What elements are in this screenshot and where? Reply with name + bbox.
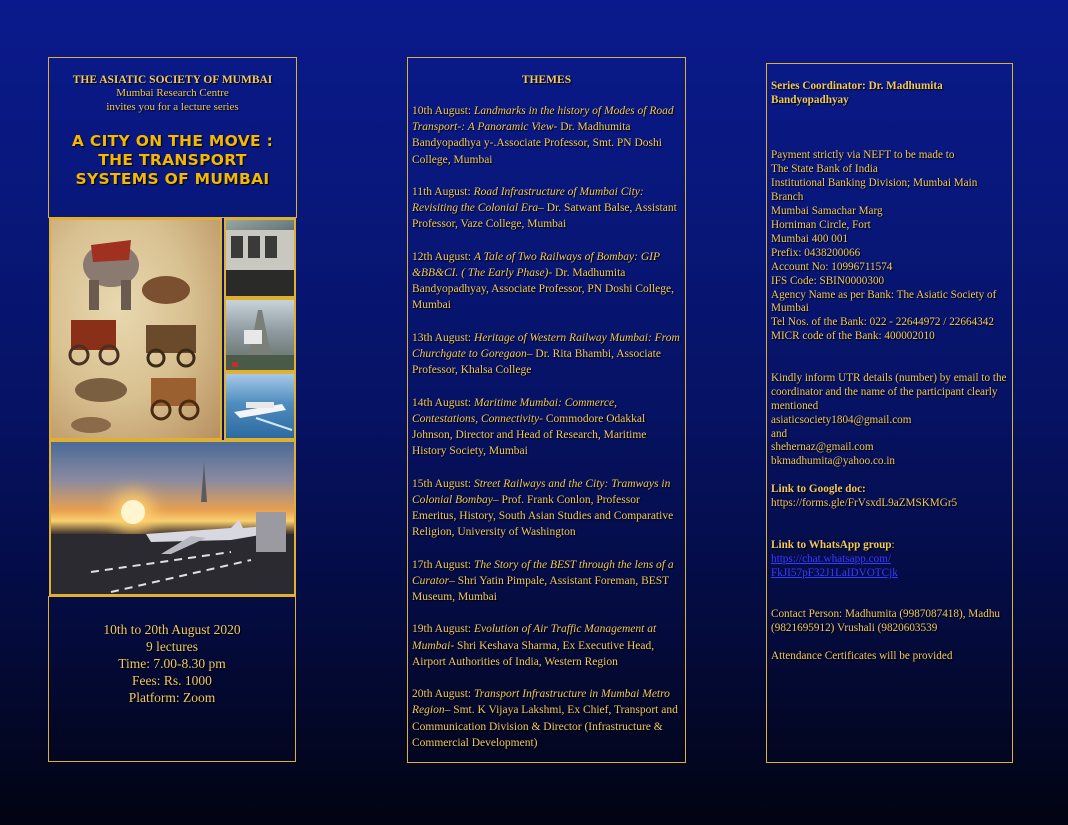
payment-line: Prefix: 0438200066 [771, 246, 861, 259]
google-doc-label: Link to Google doc: [771, 483, 866, 496]
theme-title: Heritage of Western Railway Mumbai: From Churchgate to Goregaon [412, 331, 680, 360]
theme-item [412, 621, 681, 670]
theme-speaker: – Dr. Rita Bhambi, Associate Professor, Khalsa College [412, 348, 661, 377]
metro-illustration [226, 300, 294, 370]
payment-line: Institutional Banking Division; Mumbai Main Branch [771, 177, 978, 204]
series-title-line-1: A CITY ON THE MOVE : [71, 132, 274, 150]
theme-speaker: – Smt. K Vijaya Lakshmi, Ex Chief, Transport and Communication Division & Director (Infrastructure & Commercial Development) [412, 704, 678, 749]
payment-line: Mumbai Samachar Marg [771, 205, 883, 218]
and-text: and [771, 427, 788, 440]
event-details-box [48, 596, 296, 762]
theme-item [412, 395, 681, 460]
payment-line: The State Bank of India [771, 163, 878, 176]
theme-speaker: – Shri Yatin Pimpale, Assistant Foreman, BEST Museum, Mumbai [412, 574, 669, 603]
theme-title: Road Infrastructure of Mumbai City: Revisiting the Colonial Era [412, 186, 644, 215]
theme-date: 13th August: [412, 331, 474, 344]
suburban-train-image [224, 218, 296, 298]
theme-speaker: – Dr. Satwant Balse, Assistant Professor, Vaze College, Mumbai [412, 202, 677, 231]
collage-illustration [51, 220, 220, 438]
series-title-line-3: SYSTEMS OF MUMBAI [75, 170, 270, 188]
airport-sunset-image [49, 440, 296, 596]
theme-item [412, 249, 681, 314]
payment-line: Horniman Circle, Fort [771, 219, 871, 232]
utr-instructions: Kindly inform UTR details (number) by email to the coordinator and the name of the participant clearly mentioned [771, 371, 1007, 412]
payment-line: Tel Nos. of the Bank: 022 - 22644972 / 22664342 [771, 316, 994, 329]
series-coordinator: Series Coordinator: Dr. Madhumita Bandyopadhyay [771, 80, 943, 106]
aircraft-illustration [51, 442, 294, 594]
whatsapp-label-colon: : [891, 538, 895, 551]
email-asiatic-society[interactable]: asiaticsociety1804@gmail.com [771, 413, 912, 426]
theme-date: 20th August: [412, 688, 474, 701]
theme-title: The Story of the BEST through the lens of a Curator [412, 558, 674, 587]
theme-speaker: - Dr. Madhumita Bandyopadhya y-.Associate Professor, Smt. PN Doshi College, Mumbai [412, 121, 662, 166]
theme-item [412, 184, 681, 233]
payment-details [771, 149, 1008, 344]
event-dates: 10th to 20th August 2020 [103, 622, 241, 637]
invitation-text: invites you for a lecture series [106, 101, 239, 113]
theme-item [412, 330, 681, 379]
header-box [48, 57, 297, 218]
payment-line: MICR code of the Bank: 400002010 [771, 330, 935, 343]
theme-date: 15th August: [412, 477, 474, 490]
themes-list [412, 103, 681, 751]
theme-speaker: – Prof. Frank Conlon, Professor Emeritus, History, South Asian Studies and Comparative Religion, University of Washington [412, 493, 674, 539]
email-madhumita[interactable]: bkmadhumita@yahoo.co.in [771, 455, 896, 468]
payment-line: Agency Name as per Bank: The Asiatic Society of Mumbai [771, 288, 997, 315]
event-fees: Fees: Rs. 1000 [132, 673, 212, 688]
whatsapp-group-link[interactable]: https://chat.whatsapp.com/ FkJI57pF32J1LaIDVOTCjk [771, 552, 898, 579]
theme-speaker: - Shri Keshava Sharma, Ex Executive Head, Airport Authorities of India, Western Region [412, 639, 655, 668]
event-time: Time: 7.00-8.30 pm [118, 656, 226, 671]
theme-date: 10th August: [412, 105, 474, 117]
theme-item [412, 476, 681, 541]
theme-date: 11th August: [412, 186, 474, 198]
google-doc-link[interactable]: https://forms.gle/FrVsxdL9aZMSKMGr5 [771, 497, 958, 510]
theme-date: 19th August: [412, 623, 474, 636]
theme-item [412, 557, 681, 606]
contact-persons: Contact Person: Madhumita (9987087418), Madhu (9821695912) Vrushali (9820603539 [771, 608, 1001, 635]
payment-line: Payment strictly via NEFT to be made to [771, 149, 955, 162]
whatsapp-label-row [771, 539, 1008, 553]
theme-speaker: - Dr. Madhumita Bandyopadhyay, Associate Professor, PN Doshi College, Mumbai [412, 267, 674, 312]
payment-line: IFS Code: SBIN0000300 [771, 274, 885, 287]
research-centre: Mumbai Research Centre [116, 87, 229, 99]
certificate-note: Attendance Certificates will be provided [771, 649, 953, 662]
ship-illustration [226, 374, 294, 438]
society-name: THE ASIATIC SOCIETY OF MUMBAI [72, 74, 273, 86]
theme-date: 12th August: [412, 250, 474, 263]
themes-box [407, 57, 686, 763]
themes-heading: THEMES [521, 74, 572, 86]
theme-title: Transport Infrastructure in Mumbai Metro Region [412, 688, 670, 717]
theme-title: Maritime Mumbai: Commerce, Contestations, Connectivity [412, 396, 617, 425]
registration-info-box [766, 63, 1013, 763]
lecture-count: 9 lectures [145, 639, 199, 654]
transport-collage-image [49, 218, 222, 440]
theme-date: 14th August: [412, 396, 474, 409]
cruise-ship-image [224, 372, 296, 440]
email-shehernaz[interactable]: shehernaz@gmail.com [771, 441, 874, 454]
theme-speaker: - Commodore Odakkal Johnson, Director and Head of Research, Maritime History Society, Mumbai [412, 412, 647, 458]
metro-rail-image [224, 298, 296, 372]
theme-date: 17th August: [412, 558, 474, 571]
theme-title: Landmarks in the history of Modes of Road Transport-: A Panoramic View [412, 105, 674, 134]
payment-line: Account No: 10996711574 [771, 260, 893, 273]
series-title [49, 132, 296, 189]
train-illustration [226, 220, 294, 296]
payment-line: Mumbai 400 001 [771, 232, 849, 245]
theme-title: Street Railways and the City: Tramways in Colonial Bombay [412, 477, 671, 506]
theme-title: Evolution of Air Traffic Management at Mumbai [412, 623, 657, 652]
theme-title: A Tale of Two Railways of Bombay: GIP &BB&CI. ( The Early Phase) [412, 250, 660, 279]
whatsapp-label: Link to WhatsApp group [771, 538, 892, 551]
event-platform: Platform: Zoom [128, 690, 216, 705]
theme-item [412, 103, 681, 168]
series-title-line-2: THE TRANSPORT [98, 151, 247, 169]
theme-item [412, 686, 681, 751]
